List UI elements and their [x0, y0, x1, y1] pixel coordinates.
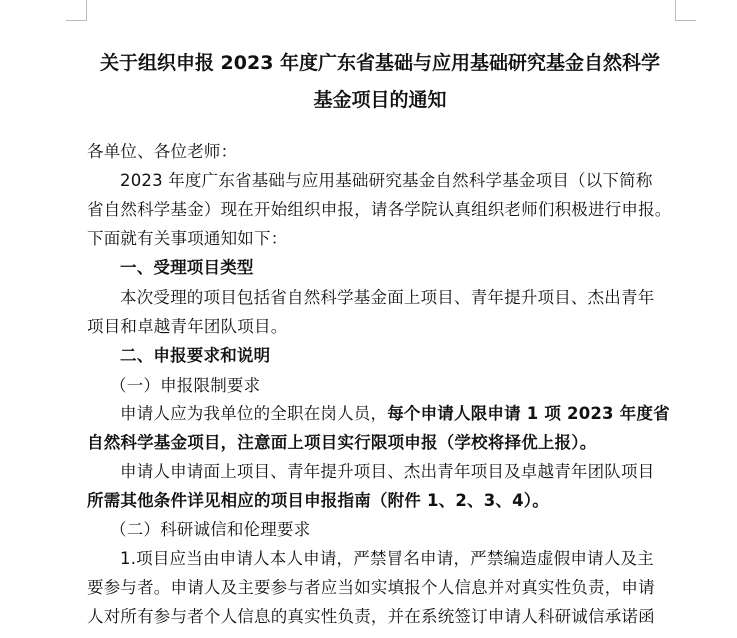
intro-line-1: 2023 年度广东省基础与应用基础研究基金自然科学基金项目（以下简称	[120, 171, 653, 190]
margin-mark-right-v	[675, 0, 676, 20]
section1-line-1: 本次受理的项目包括省自然科学基金面上项目、青年提升项目、杰出青年	[120, 288, 655, 307]
sub1-p1-bold: 每个申请人限申请 1 项 2023 年度省	[387, 404, 670, 423]
section1-line-2: 项目和卓越青年团队项目。	[87, 317, 288, 336]
greeting: 各单位、各位老师：	[87, 142, 238, 161]
sub2-line-3: 人对所有参与者个人信息的真实性负责，并在系统签订申请人科研诚信承诺函	[87, 607, 655, 626]
sub1-p1-normal: 申请人应为我单位的全职在岗人员，	[120, 404, 388, 423]
sub2-line-1: 1.项目应当由申请人本人申请，严禁冒名申请，严禁编造虚假申请人及主	[120, 549, 654, 568]
sub2-heading: （二）科研诚信和伦理要求	[110, 520, 311, 539]
margin-mark-left-v	[86, 0, 87, 20]
section2-heading: 二、申报要求和说明	[120, 346, 271, 365]
intro-line-3: 下面就有关事项通知如下：	[87, 229, 288, 248]
sub1-p1-line-2: 自然科学基金项目，注意面上项目实行限项申报（学校将择优上报）。	[87, 433, 597, 452]
sub1-heading: （一）申报限制要求	[110, 376, 261, 395]
sub1-p2-line-1: 申请人申请面上项目、青年提升项目、杰出青年项目及卓越青年团队项目	[120, 462, 655, 481]
sub2-line-2: 要参与者。申请人及主要参与者应当如实填报个人信息并对真实性负责，申请	[87, 578, 655, 597]
document-title-line-2: 基金项目的通知	[313, 89, 447, 111]
section1-heading: 一、受理项目类型	[120, 258, 254, 277]
document-title-line-1: 关于组织申报 2023 年度广东省基础与应用基础研究基金自然科学	[99, 52, 661, 74]
sub1-p1-line-1	[120, 400, 670, 424]
intro-line-2: 省自然科学基金）现在开始组织申报，请各学院认真组织老师们积极进行申报。	[87, 200, 672, 219]
sub1-p2-line-2: 所需其他条件详见相应的项目申报指南（附件 1、2、3、4）。	[87, 491, 549, 510]
margin-mark-left-h	[66, 20, 87, 21]
margin-mark-right-h	[675, 20, 696, 21]
